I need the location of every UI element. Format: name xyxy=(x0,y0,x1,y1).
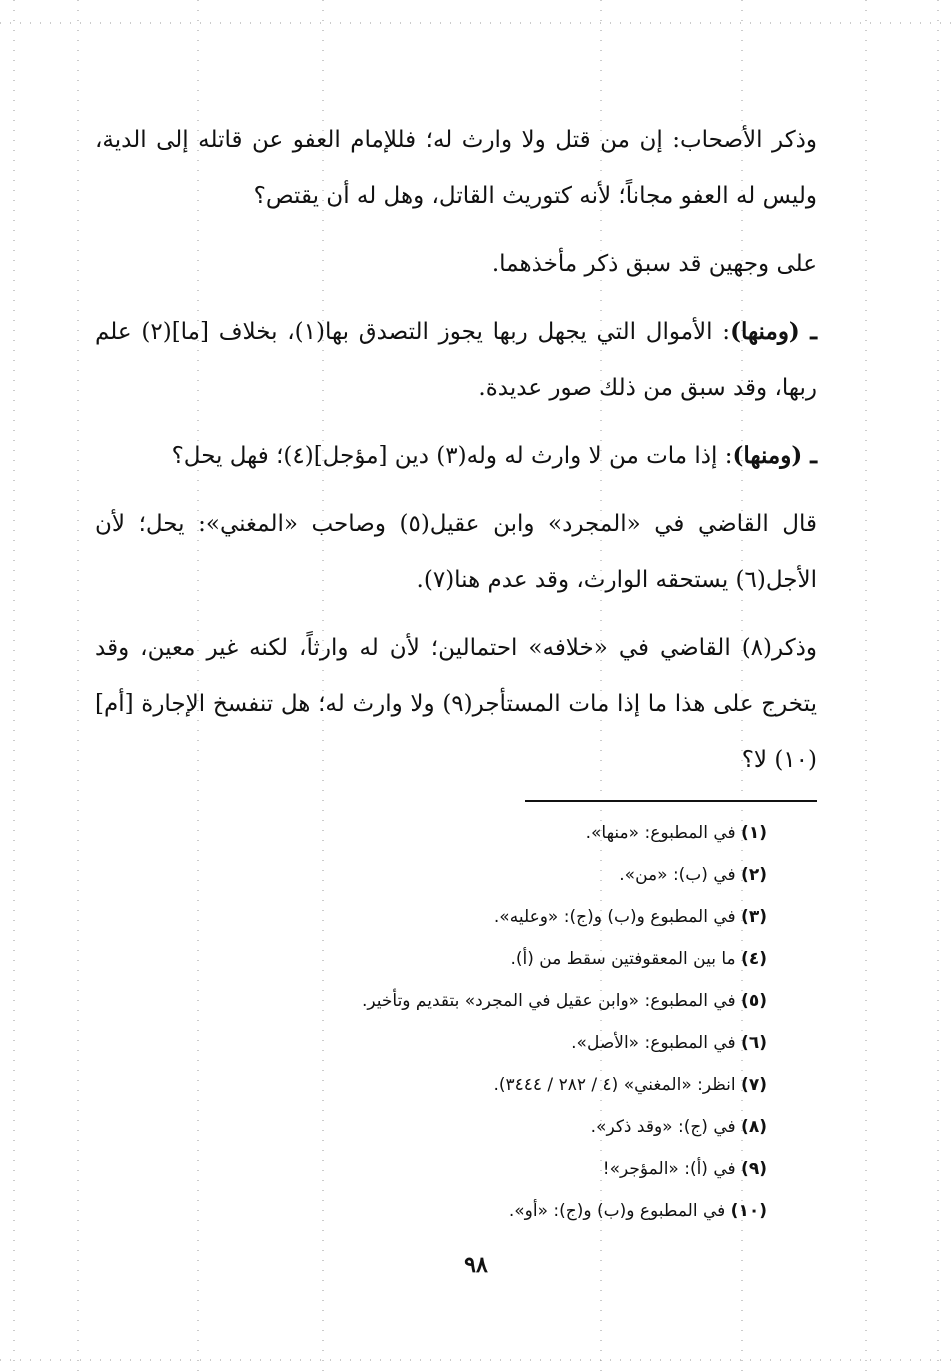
paragraph: ـ (ومنها): إذا مات من لا وارث له وله(٣) دين [مؤجل](٤)؛ فهل يحل؟ xyxy=(171,442,817,469)
footnote: (٧) انظر: «المغني» (٤ / ٢٨٢ / ٣٤٤٤). xyxy=(493,1075,767,1095)
paragraph: وذكر الأصحاب: إن من قتل ولا وارث له؛ فللإمام العفو عن قاتله إلى الدية، وليس له العفو مجاناً؛ لأنه كتوريث القاتل، وهل له أن يقتص؟ xyxy=(95,127,817,209)
page-body xyxy=(95,112,817,1292)
footnote: (٥) في المطبوع: «وابن عقيل في المجرد» بتقديم وتأخير. xyxy=(361,991,767,1011)
paragraph: قال القاضي في «المجرد» وابن عقيل(٥) وصاحب «المغني»: يحل؛ لأن الأجل(٦) يستحقه الوارث، وقد عدم هنا(٧). xyxy=(95,511,817,593)
footnote: (١٠) في المطبوع و(ب) و(ج): «أو». xyxy=(508,1201,767,1221)
main-text xyxy=(95,112,817,788)
footnote-separator xyxy=(525,800,817,802)
footnote: (٤) ما بين المعقوفتين سقط من (أ). xyxy=(510,949,767,969)
footnote: (٢) في (ب): «من». xyxy=(619,865,767,885)
footnote: (٩) في (أ): «المؤجر»! xyxy=(602,1159,767,1179)
footnote: (١) في المطبوع: «منها». xyxy=(585,823,767,843)
footnote: (٦) في المطبوع: «الأصل». xyxy=(571,1033,767,1053)
paragraph: وذكر(٨) القاضي في «خلافه» احتمالين؛ لأن له وارثاً، لكنه غير معين، وقد يتخرج على هذا ما إذا مات المستأجر(٩) ولا وارث له؛ هل تنفسخ الإجارة [أم](١٠) لا؟ xyxy=(95,635,817,773)
footnotes-list xyxy=(95,812,767,1232)
footnote: (٣) في المطبوع و(ب) و(ج): «وعليه». xyxy=(493,907,767,927)
footnote: (٨) في (ج): «وقد ذكر». xyxy=(590,1117,767,1137)
paragraph: على وجهين قد سبق ذكر مأخذهما. xyxy=(491,251,817,277)
paragraph: ـ (ومنها): الأموال التي يجهل ربها يجوز التصدق بها(١)، بخلاف [ما](٢) علم ربها، وقد سبق من ذلك صور عديدة. xyxy=(95,318,817,401)
page-number: ٩٨ xyxy=(464,1252,488,1278)
